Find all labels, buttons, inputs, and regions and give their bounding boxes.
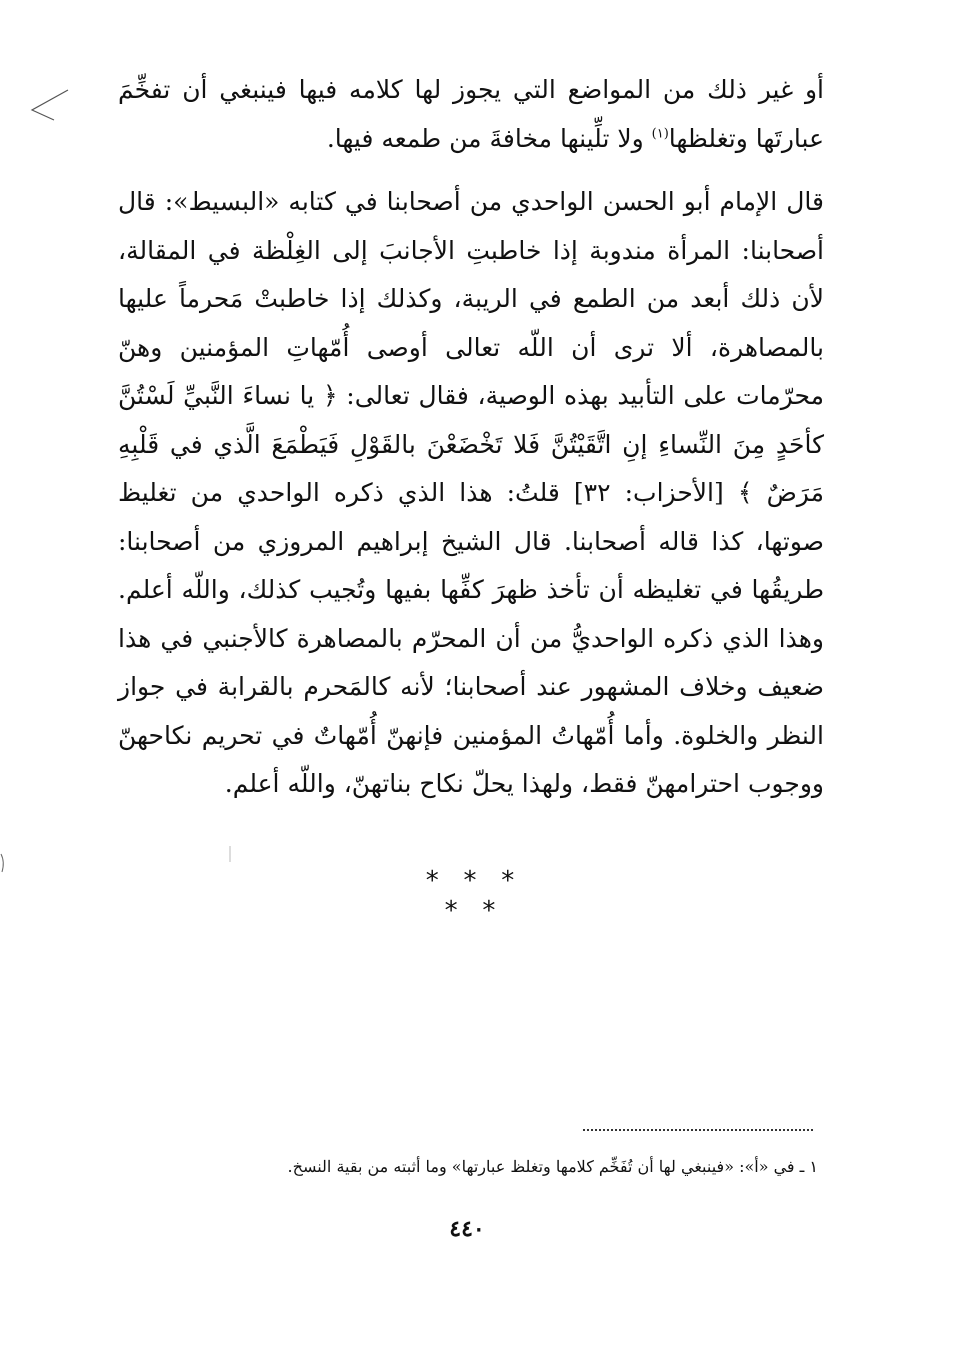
section-separator — [400, 866, 540, 926]
paragraph-2: قال الإمام أبو الحسن الواحدي من أصحابنا في كتابه «البسيط»: قال أصحابنا: المرأة مندوبة إذا خاطبتِ الأجانبَ إلى الغِلْظة في المقالة، لأن ذلك أبعد من الطمع في الريبة، وكذلك إذا خاطبتْ مَحرماً عليها بالمصاهرة، ألا ترى أن اللّه تعالى أوصى أُمّهاتِ المؤمنين وهنّ محرّمات على التأبيد بهذه الوصية، فقال تعالى: ﴿ يا نساءَ النَّبيِّ لَسْتُنَّ كأحَدٍ مِنَ النِّساءِ إنِ اتَّقَيْتُنَّ فَلا تَخْضَعْنَ بالقَوْلِ فَيَطْمَعَ الَّذي في قَلْبِهِ مَرَضٌ ﴾ [الأحزاب: ٣٢] قلتُ: هذا الذي ذكره الواحدي من تغليظ صوتها، كذا قاله أصحابنا. قال الشيخ إبراهيم المروزي من أصحابنا: طريقُها في تغليظه أن تأخذ ظهرَ كفِّها بفيها وتُجيب كذلك، واللّه أعلم. وهذا الذي ذكره الواحديُّ من أن المحرّم بالمصاهرة كالأجنبي في هذا ضعيف وخلاف المشهور عند أصحابنا؛ لأنه كالمَحرم بالقرابة في جواز النظر والخلوة. وأما أُمّهاتُ المؤمنين فإنهنّ أُمّهاتٌ في تحريم نكاحهنّ ووجوب احترامهنّ فقط، ولهذا يحلّ نكاح بناتهنّ، واللّه أعلم. — [118, 187, 824, 798]
separator-row-1: * * * — [425, 866, 515, 896]
margin-scan-dot — [0, 852, 8, 876]
footnote-reference: (١) — [651, 126, 669, 142]
page-number: ٤٤٠ — [449, 1216, 485, 1242]
footnote: ١ ـ في «أ»: «فينبغي لها أن تُفَخِّم كلامها وتغلظ عبارتها» وما أثبته من بقية النسخ. — [287, 1157, 818, 1176]
margin-scan-mark — [24, 84, 74, 130]
paragraph-1-tail: ولا تلِّينها مخافةَ من طمعه فيها. — [326, 123, 652, 153]
main-text — [118, 66, 824, 809]
paragraph-1 — [118, 66, 824, 163]
paragraph-1-text: أو غير ذلك من المواضع التي يجوز لها كلامه فيها فينبغي أن تفخِّمَ عبارتَها وتغلظها — [118, 75, 824, 153]
separator-row-2: * * — [444, 896, 496, 926]
footnote-divider — [583, 1129, 813, 1131]
center-scan-tick — [228, 846, 232, 864]
